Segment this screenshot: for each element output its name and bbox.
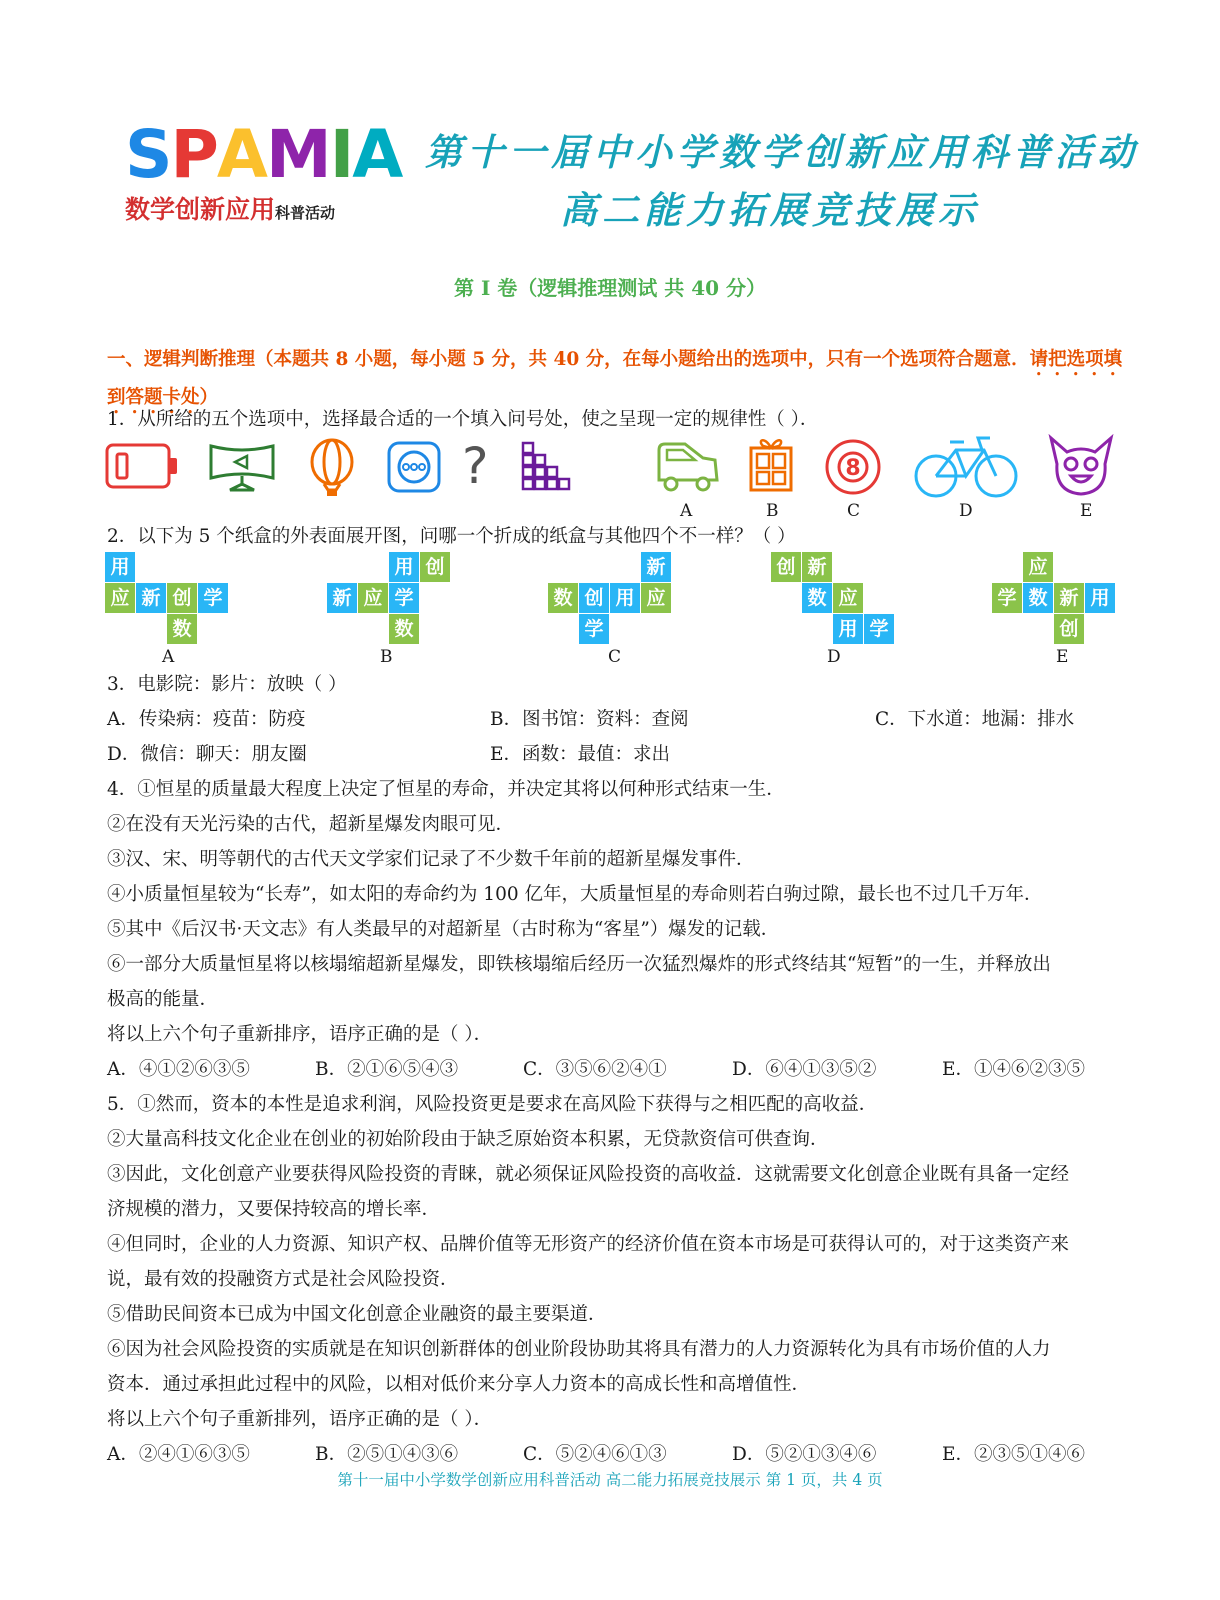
option-b-gift-icon (745, 434, 797, 494)
q4-option-c: C．③⑤⑥②④① (523, 1059, 667, 1080)
q3-option-a: A．传染病：疫苗：防疫 (107, 709, 306, 730)
option-d-bicycle-icon (910, 432, 1022, 500)
q2-option-label: E (1056, 647, 1069, 667)
logo-letter: P (170, 116, 217, 193)
net-face: 新 (641, 552, 671, 582)
part1-heading-text: 一、逻辑判断推理（本题共 8 小题，每小题 5 分，共 40 分，在每小题给出的选项中，只有一个选项符合题意． (107, 349, 1030, 370)
q3-option-b: B．图书馆：资料：查阅 (490, 709, 689, 730)
net-face: 新 (802, 552, 832, 582)
q4-sentence: ②在没有天光污染的古代，超新星爆发肉眼可见． (107, 814, 515, 835)
net-face: 应 (1023, 552, 1053, 582)
q4-option-e: E．①④⑥②③⑤ (942, 1059, 1086, 1080)
option-e-monster-icon (1045, 434, 1117, 498)
logo-letter: I (329, 116, 353, 193)
q5-sentence: 济规模的潜力，又要保持较高的增长率． (107, 1199, 441, 1220)
blocks-icon (520, 440, 576, 492)
net-face: 数 (548, 583, 578, 613)
q4-sentence: ⑤其中《后汉书·天文志》有人类最早的对超新星（古时称为“客星”）爆发的记载． (107, 919, 780, 940)
q1-option-label: D (959, 501, 973, 521)
net-face: 新 (136, 583, 166, 613)
q2-option-label: D (827, 647, 841, 667)
net-face: 学 (198, 583, 228, 613)
net-face: 学 (864, 614, 894, 644)
net-face: 新 (327, 583, 357, 613)
net-face: 用 (389, 552, 419, 582)
page-footer: 第十一届中小学数学创新应用科普活动 高二能力拓展竞技展示 第 1 页，共 4 页 (337, 1471, 883, 1489)
q5-option-c: C．⑤②④⑥①③ (523, 1444, 667, 1465)
part1-heading-end: ） (199, 387, 219, 408)
net-face: 用 (1085, 583, 1115, 613)
section-title: 第 I 卷（逻辑推理测试 共 40 分） (453, 276, 766, 300)
q2-option-label: A (162, 647, 175, 667)
net-face: 数 (1023, 583, 1053, 613)
q5-sentence: 说，最有效的投融资方式是社会风险投资． (107, 1269, 459, 1290)
q4-option-b: B．②①⑥⑤④③ (315, 1059, 459, 1080)
logo-subtitle-main: 数学创新应用 (125, 195, 276, 224)
logo-letter: M (266, 116, 330, 193)
q2-text: 2．以下为 5 个纸盒的外表面展开图，问哪一个折成的纸盒与其他四个不一样？（ ） (107, 526, 796, 547)
q4-sentence: ③汉、宋、明等朝代的古代天文学家们记录了不少数千年前的超新星爆发事件． (107, 849, 755, 870)
net-face: 用 (610, 583, 640, 613)
net-face: 新 (1054, 583, 1084, 613)
option-c-digit: 8 (845, 456, 861, 481)
net-face: 学 (579, 614, 609, 644)
net-face: 数 (802, 583, 832, 613)
net-face: 创 (420, 552, 450, 582)
logo-subtitle-small: 科普活动 (275, 204, 336, 222)
q1-option-label: A (680, 501, 693, 521)
socket-icon (386, 440, 442, 494)
net-face: 应 (641, 583, 671, 613)
q5-sentence: ③因此，文化创意产业要获得风险投资的青睐，就必须保证风险投资的高收益．这就需要文化创意企业既有具备一定经 (107, 1164, 1070, 1185)
net-face: 应 (105, 583, 135, 613)
q1-option-label: C (847, 501, 861, 521)
q3-option-e: E．函数：最值：求出 (490, 744, 671, 765)
option-a-truck-icon (655, 438, 721, 496)
net-face: 用 (833, 614, 863, 644)
q5-sentence: ⑤借助民间资本已成为中国文化创意企业融资的最主要渠道． (107, 1304, 607, 1325)
q4-option-d: D．⑥④①③⑤② (732, 1059, 877, 1080)
logo-subtitle (125, 190, 375, 226)
q2-option-label: C (608, 647, 622, 667)
q4-prompt: 将以上六个句子重新排序，语序正确的是（ ）． (107, 1024, 493, 1045)
net-face: 用 (105, 552, 135, 582)
net-face: 学 (389, 583, 419, 613)
logo-wordmark (125, 116, 402, 193)
hot-air-balloon-icon (306, 438, 358, 498)
q4-sentence: ④小质量恒星较为“长寿”，如太阳的寿命约为 100 亿年，大质量恒星的寿命则若白驹过隙，最长也不过几千万年． (107, 884, 1043, 905)
part1-heading (107, 342, 1127, 418)
q5-option-e: E．②③⑤①④⑥ (942, 1444, 1086, 1465)
header-title-line1: 第十一届中小学数学创新应用科普活动 (425, 130, 1139, 174)
q3-option-c: C．下水道：地漏：排水 (875, 709, 1075, 730)
net-face: 创 (167, 583, 197, 613)
q4-sentence: 极高的能量． (107, 989, 219, 1010)
net-face: 应 (358, 583, 388, 613)
q5-sentence: ⑥因为社会风险投资的实质就是在知识创新群体的创业阶段协助其将具有潜力的人力资源转化为具有市场价值的人力 (107, 1339, 1051, 1360)
q1-text: 1．从所给的五个选项中，选择最合适的一个填入问号处，使之呈现一定的规律性（ ）． (107, 409, 819, 430)
q1-option-label: E (1080, 501, 1093, 521)
q5-sentence: 资本．通过承担此过程中的风险，以相对低价来分享人力资本的高成长性和高增值性． (107, 1374, 811, 1395)
q4-sentence: 4．①恒星的质量最大程度上决定了恒星的寿命，并决定其将以何种形式结束一生． (107, 779, 785, 800)
q5-option-b: B．②⑤①④③⑥ (315, 1444, 459, 1465)
net-face: 应 (833, 583, 863, 613)
net-face: 创 (1054, 614, 1084, 644)
net-face: 学 (992, 583, 1022, 613)
q3-option-d: D．微信：聊天：朋友圈 (107, 744, 307, 765)
question-mark: ? (462, 437, 489, 495)
net-face: 创 (579, 583, 609, 613)
q5-option-a: A．②④①⑥③⑤ (107, 1444, 250, 1465)
q5-sentence: ④但同时，企业的人力资源、知识产权、品牌价值等无形资产的经济价值在资本市场是可获得认可的，对于这类资产来 (107, 1234, 1070, 1255)
q1-option-label: B (766, 501, 779, 521)
q5-sentence: 5．①然而，资本的本性是追求利润，风险投资更是要求在高风险下获得与之相匹配的高收益． (107, 1094, 878, 1115)
q4-sentence: ⑥一部分大质量恒星将以核塌缩超新星爆发，即铁核塌缩后经历一次猛烈爆炸的形式终结其“短暂”的一生，并释放出 (107, 954, 1051, 975)
q4-option-a: A．④①②⑥③⑤ (107, 1059, 250, 1080)
net-face: 数 (389, 614, 419, 644)
q3-text: 3．电影院：影片：放映（ ） (107, 674, 347, 695)
header-title-line2: 高二能力拓展竞技展示 (560, 188, 980, 232)
q5-option-d: D．⑤②①③④⑥ (732, 1444, 877, 1465)
logo-letter: A (216, 116, 267, 193)
spamia-logo (125, 116, 402, 232)
logo-letter: A (352, 116, 402, 193)
screen-icon (205, 440, 280, 496)
part1-heading-emphasis: 请把选项填到答题卡处 (107, 349, 1123, 408)
net-face: 数 (167, 614, 197, 644)
q5-sentence: ②大量高科技文化企业在创业的初始阶段由于缺乏原始资本积累，无贷款资信可供查询． (107, 1129, 829, 1150)
logo-letter: S (125, 116, 171, 193)
q5-prompt: 将以上六个句子重新排列，语序正确的是（ ）． (107, 1409, 493, 1430)
battery-icon (105, 440, 180, 492)
q2-option-label: B (380, 647, 393, 667)
net-face: 创 (771, 552, 801, 582)
option-c-ball-icon (823, 438, 883, 496)
